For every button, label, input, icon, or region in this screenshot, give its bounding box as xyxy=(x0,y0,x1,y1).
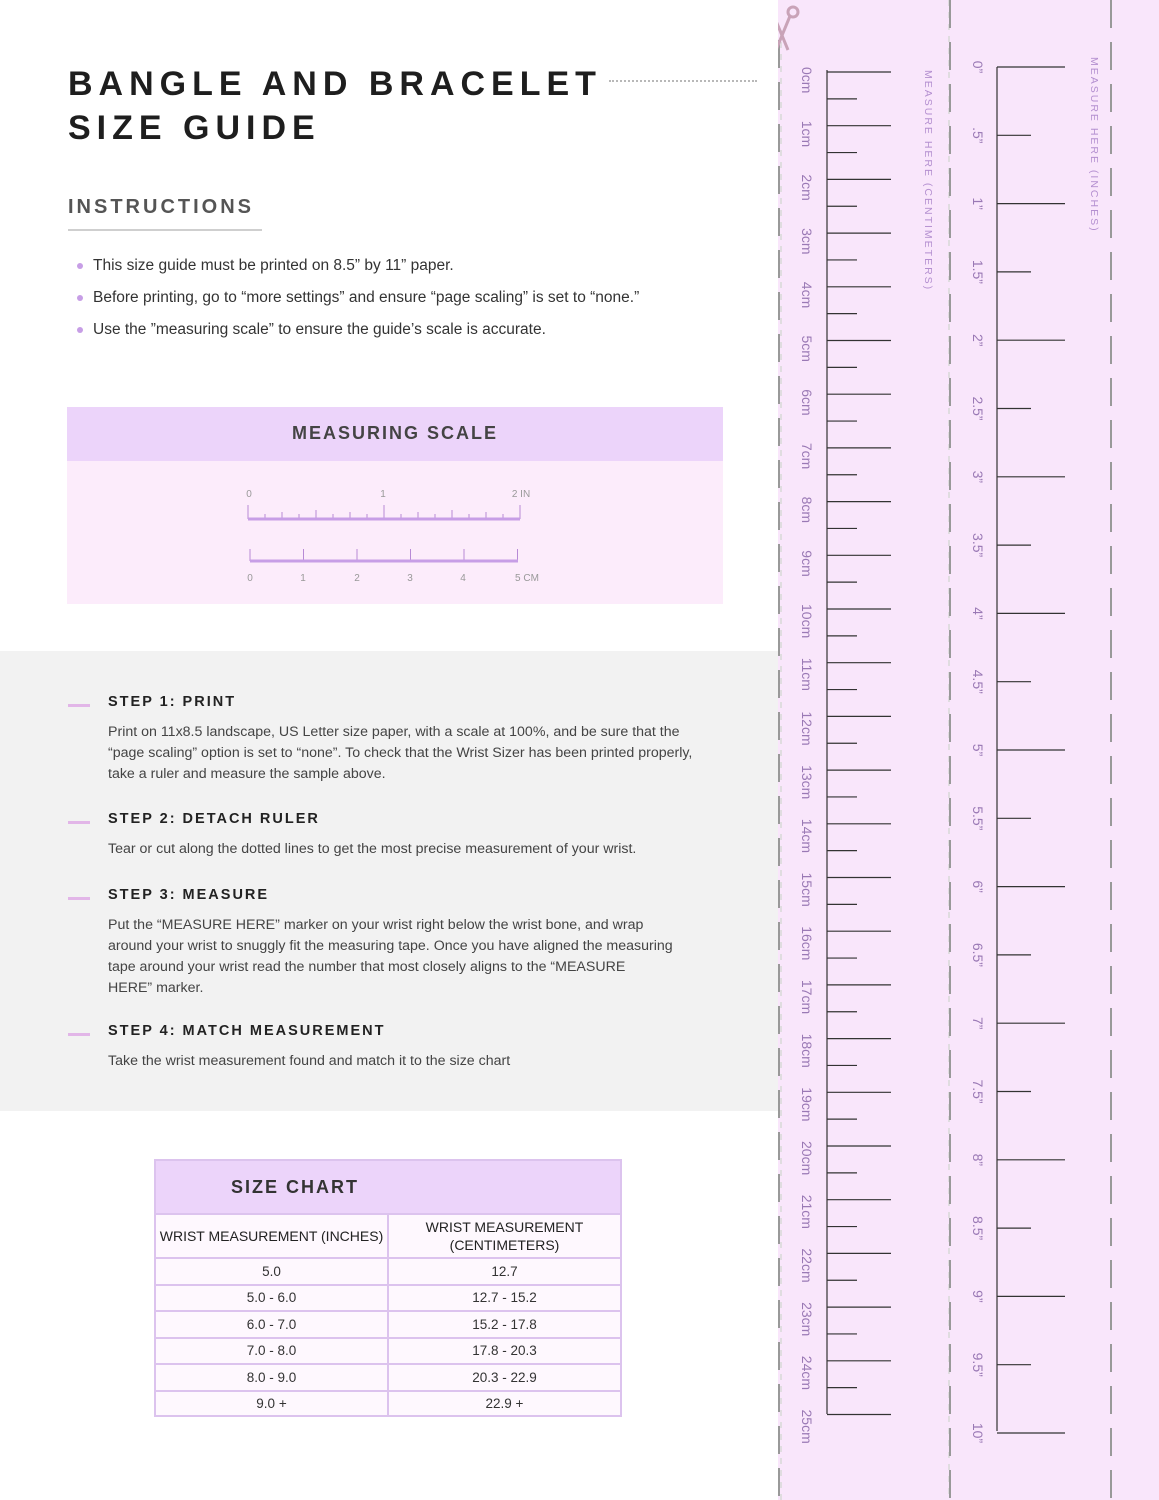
title-line-1: BANGLE AND BRACELET xyxy=(68,65,602,103)
scale-inch-label: 1 xyxy=(380,489,386,500)
inch-ruler-label: 0” xyxy=(970,60,986,74)
cm-ruler-label: 5cm xyxy=(799,335,815,362)
cell-centimeters: 17.8 - 20.3 xyxy=(388,1338,620,1365)
cell-inches: 5.0 xyxy=(156,1258,388,1285)
inch-ruler-label: 4” xyxy=(970,607,986,620)
measuring-scale-panel xyxy=(67,407,723,604)
inch-ruler-label: 9.5” xyxy=(970,1352,986,1377)
step-marker xyxy=(68,1033,90,1036)
cm-ruler-label: 10cm xyxy=(799,604,815,639)
cell-centimeters: 22.9 + xyxy=(388,1391,620,1417)
inch-ruler-label: 3.5” xyxy=(970,533,986,558)
cm-ruler-label: 25cm xyxy=(799,1409,815,1444)
scale-cm-label: 3 xyxy=(407,573,413,584)
cm-ruler-label: 6cm xyxy=(799,389,815,416)
cm-ruler-label: 15cm xyxy=(799,872,815,907)
cm-ruler-label: 17cm xyxy=(799,979,815,1015)
cm-ruler-label: 24cm xyxy=(799,1355,815,1391)
scale-cm-label: 5 CM xyxy=(515,573,539,584)
cm-ruler-label: 13cm xyxy=(799,765,815,800)
inch-ruler-label: 2.5” xyxy=(970,396,986,421)
step-title: STEP 2: DETACH RULER xyxy=(108,811,320,827)
inch-ruler-measure-label: MEASURE HERE (INCHES) xyxy=(1088,57,1100,233)
table-row xyxy=(156,1311,620,1338)
title-dotted-divider xyxy=(609,80,757,82)
cm-ruler-label: 20cm xyxy=(799,1141,815,1176)
page-title xyxy=(68,62,602,150)
cm-ruler-measure-label: MEASURE HERE (CENTIMETERS) xyxy=(922,70,934,292)
cm-ruler-label: 3cm xyxy=(799,228,815,255)
cell-inches: 6.0 - 7.0 xyxy=(156,1311,388,1338)
wrist-sizer-rulers xyxy=(778,0,1159,1500)
inch-ruler-label: 8” xyxy=(970,1153,986,1167)
size-chart-header xyxy=(156,1161,620,1215)
inch-ruler-label: 8.5” xyxy=(970,1216,986,1241)
cell-centimeters: 12.7 - 15.2 xyxy=(388,1285,620,1312)
scale-cm-label: 0 xyxy=(247,573,253,584)
size-chart-table xyxy=(156,1215,620,1416)
inch-ruler-label: 7.5” xyxy=(970,1079,986,1104)
cell-inches: 7.0 - 8.0 xyxy=(156,1338,388,1365)
inch-ruler-label: .5” xyxy=(970,127,986,144)
step-marker xyxy=(68,897,90,900)
step-marker xyxy=(68,704,90,707)
inch-ruler-label: 4.5” xyxy=(970,669,986,694)
step-text: Tear or cut along the dotted lines to get the most precise measurement of your wrist. xyxy=(108,841,637,857)
step-marker xyxy=(68,821,90,824)
cell-inches: 9.0 + xyxy=(156,1391,388,1417)
cm-ruler-label: 7cm xyxy=(799,442,815,470)
ruler-strip-background xyxy=(778,0,1159,1500)
cm-ruler-label: 21cm xyxy=(799,1194,815,1229)
scale-cm-label: 2 xyxy=(354,573,360,584)
cm-ruler-label: 0cm xyxy=(799,67,815,94)
cm-ruler-label: 16cm xyxy=(799,926,815,961)
column-header-centimeters: WRIST MEASUREMENT (CENTIMETERS) xyxy=(388,1215,620,1258)
cell-inches: 5.0 - 6.0 xyxy=(156,1285,388,1312)
inch-ruler-label: 7” xyxy=(970,1016,986,1030)
step-title: STEP 4: MATCH MEASUREMENT xyxy=(108,1023,386,1039)
cm-ruler-label: 23cm xyxy=(799,1302,815,1337)
cm-ruler-label: 11cm xyxy=(799,657,815,691)
measuring-scale-graphic xyxy=(67,461,723,604)
inch-ruler-label: 5” xyxy=(970,743,986,757)
table-row xyxy=(156,1285,620,1312)
inch-ruler-label: 6” xyxy=(970,880,986,893)
cm-ruler-label: 9cm xyxy=(799,550,815,577)
instructions-underline xyxy=(68,229,262,231)
title-line-2: SIZE GUIDE xyxy=(68,109,321,147)
measuring-scale-heading: MEASURING SCALE xyxy=(67,407,723,461)
cell-centimeters: 20.3 - 22.9 xyxy=(388,1364,620,1391)
instructions-heading: INSTRUCTIONS xyxy=(68,196,254,218)
cm-ruler-label: 1cm xyxy=(799,120,815,148)
step-text: Take the wrist measurement found and match it to the size chart xyxy=(108,1053,511,1069)
size-chart-title: SIZE CHART xyxy=(231,1177,359,1197)
scale-cm-label: 4 xyxy=(460,573,466,584)
step-text: Print on 11x8.5 landscape, US Letter size paper, with a scale at 100%, and be sure that the “page scaling” option is set to “none”. To check that the Wrist Sizer has been printed properly, take a ruler and measure the sample above. xyxy=(108,724,693,782)
inch-ruler-label: 3” xyxy=(970,470,986,484)
table-row xyxy=(156,1364,620,1391)
cm-ruler-label: 8cm xyxy=(799,496,815,524)
size-chart xyxy=(154,1159,622,1417)
table-row xyxy=(156,1258,620,1285)
column-header-inches: WRIST MEASUREMENT (INCHES) xyxy=(156,1215,388,1258)
inch-ruler-label: 6.5” xyxy=(970,942,986,967)
inch-ruler-label: 1.5” xyxy=(970,259,986,284)
scale-inch-label: 2 IN xyxy=(511,489,531,500)
step-title: STEP 1: PRINT xyxy=(108,694,237,710)
instruction-item: This size guide must be printed on 8.5” by 11” paper. xyxy=(75,250,639,282)
step-text: Put the “MEASURE HERE” marker on your wrist right below the wrist bone, and wrap around your wrist to snuggly fit the measuring tape. Once you have aligned the measuring tape around your wrist read the number that most closely aligns to the “MEASURE HERE” marker. xyxy=(108,917,673,996)
inch-ruler-label: 9” xyxy=(970,1290,986,1303)
instruction-item: Use the ”measuring scale” to ensure the guide’s scale is accurate. xyxy=(75,314,639,346)
instructions-list xyxy=(75,250,639,346)
cell-centimeters: 15.2 - 17.8 xyxy=(388,1311,620,1338)
scale-inch-label: 0 xyxy=(246,489,252,500)
table-row xyxy=(156,1338,620,1365)
cm-ruler-label: 14cm xyxy=(799,818,815,854)
cm-ruler-label: 2cm xyxy=(799,174,815,201)
inch-ruler-label: 5.5” xyxy=(970,806,986,831)
inch-ruler-label: 10” xyxy=(970,1422,986,1444)
scale-cm-label: 1 xyxy=(300,573,306,584)
inch-ruler-label: 2” xyxy=(970,333,986,347)
steps-panel xyxy=(0,651,780,1111)
inch-ruler-label: 1” xyxy=(970,197,986,210)
cm-ruler-label: 12cm xyxy=(799,711,815,746)
instruction-item: Before printing, go to “more settings” and ensure “page scaling” is set to “none.” xyxy=(75,282,639,314)
step-title: STEP 3: MEASURE xyxy=(108,887,270,903)
cm-ruler-label: 19cm xyxy=(799,1087,815,1122)
cm-ruler-label: 4cm xyxy=(799,281,815,309)
cell-inches: 8.0 - 9.0 xyxy=(156,1364,388,1391)
cm-ruler-label: 22cm xyxy=(799,1248,815,1283)
cm-ruler-label: 18cm xyxy=(799,1033,815,1068)
cell-centimeters: 12.7 xyxy=(491,1263,518,1279)
table-row xyxy=(156,1391,620,1417)
